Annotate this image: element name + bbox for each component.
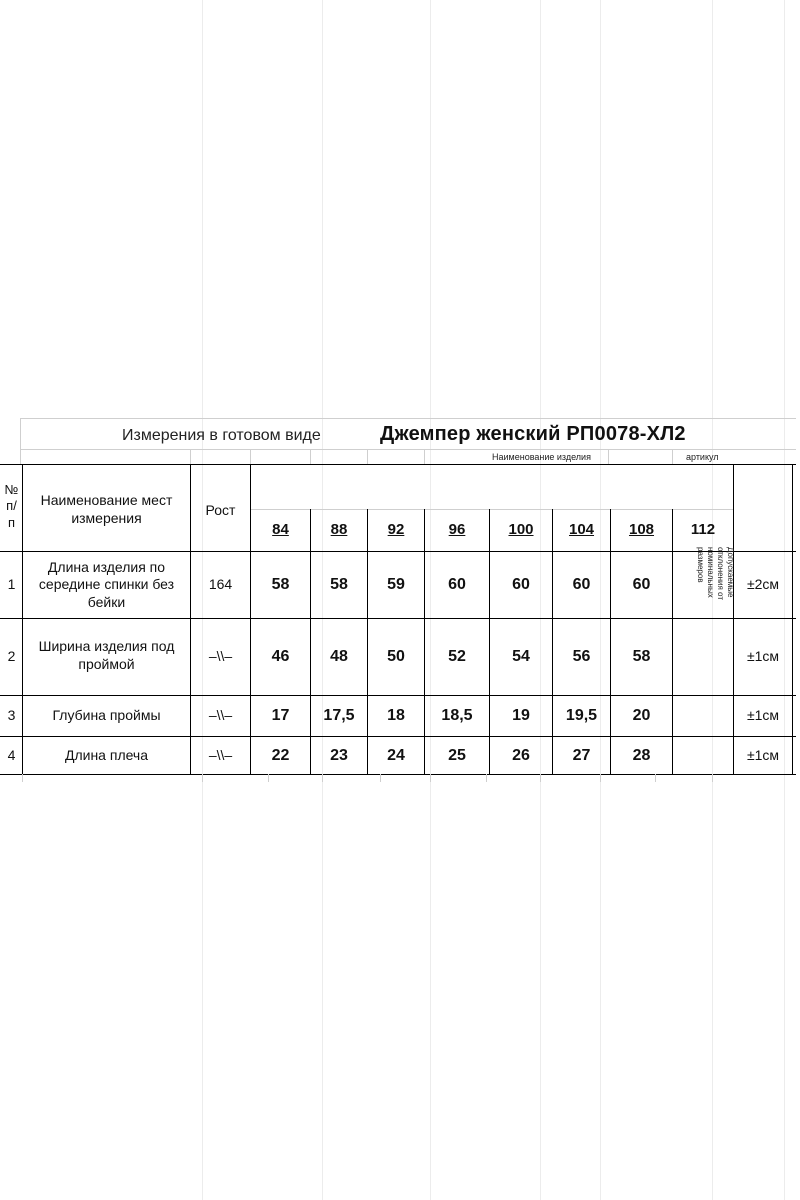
row-2-number: 2 [7,648,16,665]
size-88: 88 [330,521,348,539]
row-2-value [673,619,733,695]
row-4-value: 24 [387,746,405,764]
table-border [792,464,793,774]
grid-line [22,774,23,782]
grid-line [202,774,203,782]
row-4-value: 28 [632,746,651,764]
size-104: 104 [568,521,595,539]
grid-line [367,449,368,464]
product-name: Джемпер женский РП0078-ХЛ2 [380,423,686,445]
size-96: 96 [448,521,466,539]
row-4-value: 27 [572,746,591,764]
row-1-value: 60 [512,576,530,593]
table-border [0,464,796,465]
row-4-value: 25 [448,746,466,764]
header-tolerance-text: Допускаемые отклонения от номинальных размеров [696,547,735,600]
row-4-height: –\\– [208,746,233,763]
row-1-value [673,552,733,618]
grid-line [600,774,601,782]
row-1-number: 1 [7,576,16,593]
row-2-value: 54 [512,648,530,665]
product-name-label: Наименование изделия [492,452,591,462]
row-1-value: 59 [387,576,405,593]
header-height: Рост [205,502,236,518]
grid-line [20,418,796,419]
grid-line [486,774,487,782]
row-1-value: 60 [448,576,466,593]
table-border [0,774,796,775]
row-3-value: 19 [512,707,530,724]
grid-line [20,449,796,450]
row-3-value: 18,5 [441,707,473,724]
row-3-value: 17 [271,707,290,724]
grid-line [430,774,431,782]
grid-line [268,774,269,782]
row-2-height: –\\– [208,648,233,665]
size-112: 112 [690,521,716,539]
grid-line [190,449,191,464]
row-2-value: 58 [632,648,651,665]
row-2-value: 50 [387,648,405,665]
row-2-tolerance: ±1см [746,648,780,665]
grid-line [310,449,311,464]
row-4-value [673,737,733,774]
row-3-tolerance: ±1см [746,707,780,724]
grid-line [540,774,541,782]
row-2-value: 48 [330,648,348,665]
row-3-value: 17,5 [323,707,355,724]
header-measure-name: Наименование мест измерения [40,492,173,526]
row-1-value: 58 [330,576,348,593]
row-3-number: 3 [7,707,16,724]
header-number: № п/ п [4,482,19,530]
row-3-name: Глубина проймы [52,707,161,724]
grid-line [608,449,609,464]
row-4-name: Длина плеча [64,746,149,763]
row-1-height: 164 [208,576,233,593]
grid-line [672,449,673,464]
row-4-value: 22 [271,746,290,764]
grid-line [322,774,323,782]
row-1-tolerance: ±2см [746,576,780,593]
grid-line [20,418,21,464]
grid-line [655,774,656,782]
row-1-value: 60 [632,576,651,593]
row-4-number: 4 [7,746,16,763]
row-2-name: Ширина изделия под проймой [38,638,175,672]
row-2-value: 46 [271,648,290,665]
row-3-value: 20 [632,707,651,724]
row-3-value: 19,5 [565,707,598,724]
grid-line [380,774,381,782]
row-4-value: 23 [330,746,348,764]
size-100: 100 [508,521,534,539]
row-2-value: 56 [572,648,591,665]
row-3-height: –\\– [208,707,233,724]
sheet-title: Измерения в готовом виде [122,427,321,444]
row-1-name: Длина изделия по середине спинки без бейки [38,558,175,610]
grid-line [424,449,425,464]
grid-line [250,449,251,464]
row-4-tolerance: ±1см [746,746,780,763]
row-3-value: 18 [387,707,405,724]
size-108: 108 [628,521,655,539]
size-84: 84 [272,521,289,539]
row-2-value: 52 [448,648,466,665]
article-label: артикул [686,452,719,462]
row-1-value: 60 [572,576,591,593]
grid-line [712,774,713,782]
row-4-value: 26 [512,746,530,764]
row-1-value: 58 [271,576,290,593]
row-3-value [673,696,733,736]
size-92: 92 [387,521,405,539]
measurement-sheet [0,418,800,782]
